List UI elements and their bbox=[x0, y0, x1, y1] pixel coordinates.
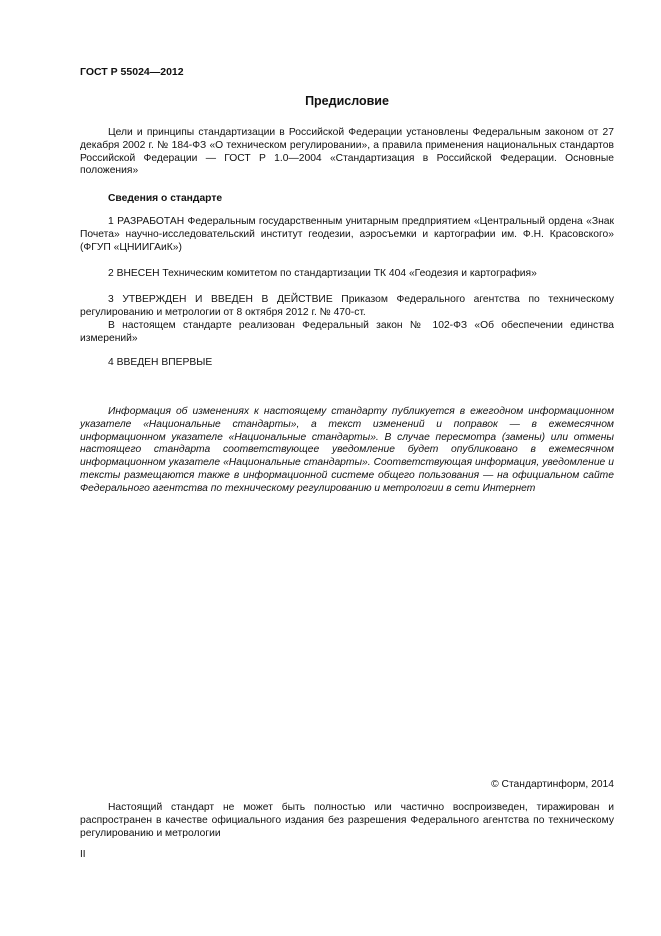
page-title: Предисловие bbox=[305, 94, 389, 108]
standard-info-item-4: 4 ВВЕДЕН ВПЕРВЫЕ bbox=[108, 357, 213, 368]
standard-info-item-2: 2 ВНЕСЕН Техническим комитетом по стандартизации ТК 404 «Геодезия и картография» bbox=[108, 268, 537, 279]
standard-info-item-3: 3 УТВЕРЖДЕН И ВВЕДЕН В ДЕЙСТВИЕ Приказом Федерального агентства по техническому регулированию и метрологии от 8 октября 2012 г. № 470-ст. bbox=[80, 294, 614, 318]
copyright-notice: © Стандартинформ, 2014 bbox=[491, 779, 614, 790]
intro-paragraph: Цели и принципы стандартизации в Российской Федерации установлены Федеральным законом от 27 декабря 2002 г. № 184-ФЗ «О техническом регулировании», а правила применения национальных стандартов Российской Федерации — ГОСТ Р 1.0—2004 «Стандартизация в Российской Федерации. Основные положения» bbox=[80, 127, 614, 177]
standard-info-heading: Сведения о стандарте bbox=[108, 193, 223, 204]
standard-info-item-3-note: В настоящем стандарте реализован Федеральный закон № 102-ФЗ «Об обеспечении единства измерений» bbox=[80, 320, 614, 344]
document-code-header: ГОСТ Р 55024—2012 bbox=[80, 66, 184, 78]
changes-info-paragraph: Информация об изменениях к настоящему стандарту публикуется в ежегодном информационном указателе «Национальные стандарты», а текст изменений и поправок — в ежемесячном информационном указателе «Национальные стандарты». В случае пересмотра (замены) или отмены настоящего стандарта соответствующее уведомление будет опубликовано в ежемесячном информационном указателе «Национальные стандарты». Соответствующая информация, уведомление и тексты размещаются также в информационной системе общего пользования — на официальном сайте Федерального агентства по техническому регулированию и метрологии в сети Интернет bbox=[80, 406, 614, 494]
standard-info-item-1: 1 РАЗРАБОТАН Федеральным государственным унитарным предприятием «Центральный ордена «Знак Почета» научно-исследовательский институт геодезии, аэросъемки и картографии им. Ф.Н. Красовского» (ФГУП «ЦНИИГАиК») bbox=[80, 216, 614, 253]
page-number: II bbox=[80, 849, 86, 860]
reproduction-notice: Настоящий стандарт не может быть полностью или частично воспроизведен, тиражирован и распространен в качестве официального издания без разрешения Федерального агентства по техническому регулированию и метрологии bbox=[80, 802, 614, 839]
